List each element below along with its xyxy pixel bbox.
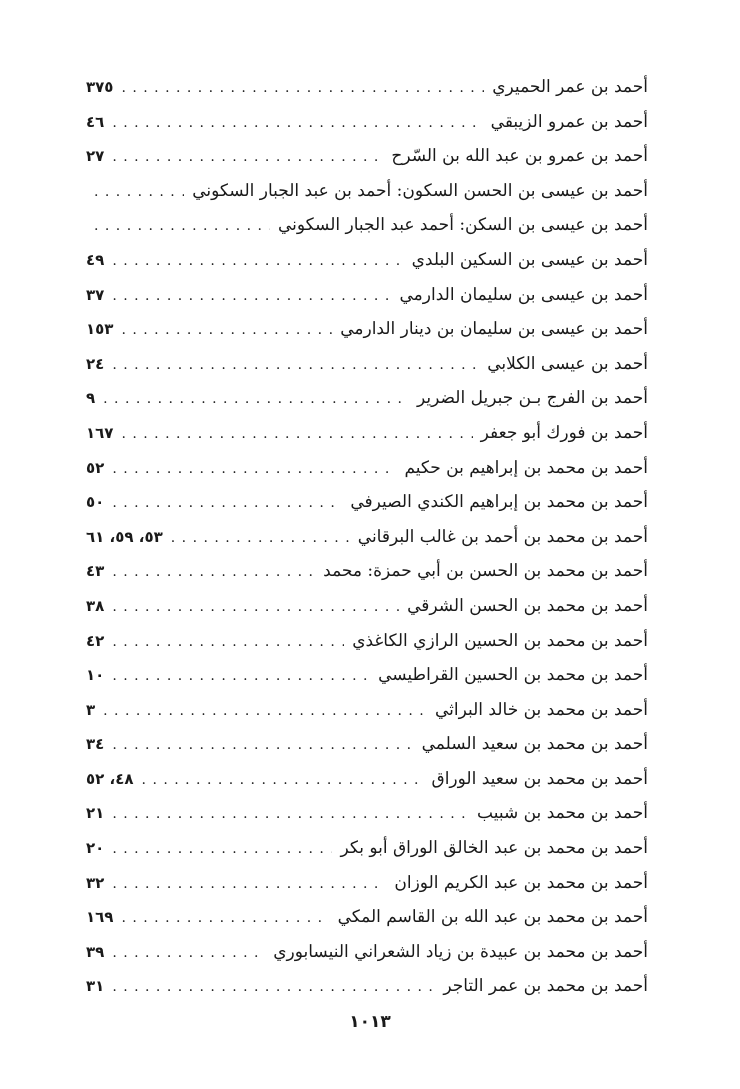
entry-page-refs: ٢٠ (86, 839, 105, 858)
entry-name: أحمد بن محمد بن الحسين القراطيسي (378, 665, 648, 686)
entry-page-refs: ٢١ (86, 804, 105, 823)
entry-name: أحمد بن الفرج بـن جبريل الضرير (417, 388, 648, 409)
entry-page-refs: ٣٧٥ (86, 78, 114, 96)
name-index-list (86, 70, 648, 1004)
index-entry (86, 312, 648, 347)
entry-name: أحمد بن عيسى بن السكين البلدي (411, 249, 648, 270)
index-entry (86, 831, 648, 866)
dot-leader (112, 867, 386, 902)
entry-page-refs: ٤٦ (86, 112, 105, 131)
index-entry (86, 208, 648, 243)
dot-leader (112, 590, 399, 625)
entry-name: أحمد بن عمرو بن عبد الله بن السّرح (391, 146, 648, 167)
entry-page-refs: ٥٢ (86, 458, 105, 477)
index-entry (86, 796, 648, 831)
dot-leader (112, 728, 413, 763)
entry-name: أحمد بن محمد بن أحمد بن غالب البرقاني (357, 526, 648, 547)
index-entry (86, 243, 648, 278)
index-entry (86, 693, 648, 728)
index-entry (86, 727, 648, 762)
entry-name: أحمد بن محمد بن الحسين الرازي الكاغذي (352, 630, 648, 651)
entry-page-refs: ٣ (86, 700, 96, 719)
entry-name: أحمد بن محمد بن عمر التاجر (443, 976, 648, 997)
index-entry (86, 589, 648, 624)
entry-page-refs: ٣٨ (86, 596, 105, 615)
entry-page-refs: ٥٠ (86, 493, 105, 512)
entry-page-refs: ٤٩ (86, 250, 105, 269)
entry-page-refs: ٣٢ (86, 873, 105, 892)
entry-name: أحمد بن محمد بن سعيد السلمي (421, 734, 648, 755)
dot-leader (121, 313, 332, 348)
dot-leader (112, 348, 479, 383)
index-entry (86, 554, 648, 589)
entry-page-refs: ١٠ (86, 666, 105, 685)
entry-name: أحمد بن عيسى بن سليمان بن دينار الدارمي (340, 319, 648, 340)
index-entry (86, 381, 648, 416)
index-entry (86, 866, 648, 901)
dot-leader (112, 452, 396, 487)
dot-leader (112, 832, 332, 867)
dot-leader (112, 244, 403, 279)
index-entry (86, 105, 648, 140)
entry-page-refs: ٥٣، ٥٩، ٦١ (86, 527, 163, 546)
entry-name: أحمد بن عيسى بن السكن: أحمد عبد الجبار السكوني (277, 215, 648, 236)
dot-leader (171, 521, 350, 556)
entry-name: أحمد بن عمر الحميري (492, 77, 648, 97)
entry-name: أحمد بن عيسى بن الحسن السكون: أحمد بن عبد الجبار السكوني (192, 180, 648, 201)
entry-page-refs: ٣٤ (86, 735, 105, 754)
entry-name: أحمد بن محمد بن إبراهيم بن حكيم (404, 457, 648, 478)
entry-page-refs: ٣٩ (86, 942, 105, 961)
dot-leader (142, 763, 424, 798)
dot-leader (112, 279, 391, 314)
dot-leader (121, 417, 472, 452)
entry-name: أحمد بن فورك أبو جعفر (480, 422, 648, 443)
entry-name: أحمد بن محمد بن الحسن بن أبي حمزة: محمد (323, 561, 648, 582)
entry-page-refs: ٤٣ (86, 562, 105, 581)
index-entry (86, 935, 648, 970)
entry-page-refs: ٣٧ (86, 285, 105, 304)
dot-leader (112, 140, 383, 175)
entry-name: أحمد بن عمرو الزيبقي (490, 111, 648, 132)
dot-leader (112, 486, 342, 521)
index-entry (86, 70, 648, 105)
entry-name: أحمد بن محمد بن عبد الله بن القاسم المكي (337, 907, 648, 928)
entry-page-refs: ١٦٧ (86, 423, 114, 442)
entry-name: أحمد بن عيسى الكلابي (487, 353, 648, 374)
entry-page-refs: ٢٤ (86, 354, 105, 373)
index-entry (86, 347, 648, 382)
entry-page-refs: ٢٧ (86, 147, 105, 166)
index-entry (86, 900, 648, 935)
entry-page-refs: ٩ (86, 389, 96, 408)
entry-name: أحمد بن محمد بن عبد الكريم الوزان (394, 872, 648, 893)
dot-leader (112, 936, 265, 971)
entry-name: أحمد بن محمد بن عبد الخالق الوراق أبو بكر (340, 838, 648, 859)
dot-leader (112, 555, 315, 590)
index-entry (86, 520, 648, 555)
dot-leader (94, 209, 270, 244)
entry-name: أحمد بن محمد بن إبراهيم الكندي الصيرفي (350, 492, 648, 513)
dot-leader (112, 625, 344, 660)
entry-page-refs: ٣١ (86, 977, 105, 996)
dot-leader (112, 970, 435, 1005)
index-entry (86, 485, 648, 520)
index-entry (86, 969, 648, 1004)
entry-page-refs: ١٥٣ (86, 320, 114, 339)
dot-leader (121, 901, 329, 936)
entry-name: أحمد بن محمد بن عبيدة بن زياد الشعراني النيسابوري (273, 941, 648, 962)
index-entry (86, 762, 648, 797)
dot-leader (103, 382, 409, 417)
dot-leader (103, 694, 427, 729)
entry-name: أحمد بن محمد بن الحسن الشرقي (407, 595, 648, 616)
index-entry (86, 624, 648, 659)
page-number: ١٠١٣ (349, 1012, 391, 1032)
dot-leader (112, 797, 469, 832)
dot-leader (112, 106, 482, 141)
entry-name: أحمد بن محمد بن سعيد الوراق (431, 768, 648, 789)
index-entry (86, 174, 648, 209)
index-entry (86, 278, 648, 313)
dot-leader (112, 659, 370, 694)
dot-leader (94, 175, 184, 210)
entry-name: أحمد بن عيسى بن سليمان الدارمي (399, 284, 648, 305)
dot-leader (121, 71, 484, 106)
index-entry (86, 658, 648, 693)
entry-name: أحمد بن محمد بن شبيب (477, 803, 648, 824)
index-entry (86, 139, 648, 174)
entry-page-refs: ٤٢ (86, 631, 105, 650)
entry-name: أحمد بن محمد بن خالد البراثي (434, 699, 648, 720)
index-entry (86, 451, 648, 486)
entry-page-refs: ١٦٩ (86, 908, 114, 927)
entry-page-refs: ٤٨، ٥٢ (86, 769, 134, 788)
index-entry (86, 416, 648, 451)
